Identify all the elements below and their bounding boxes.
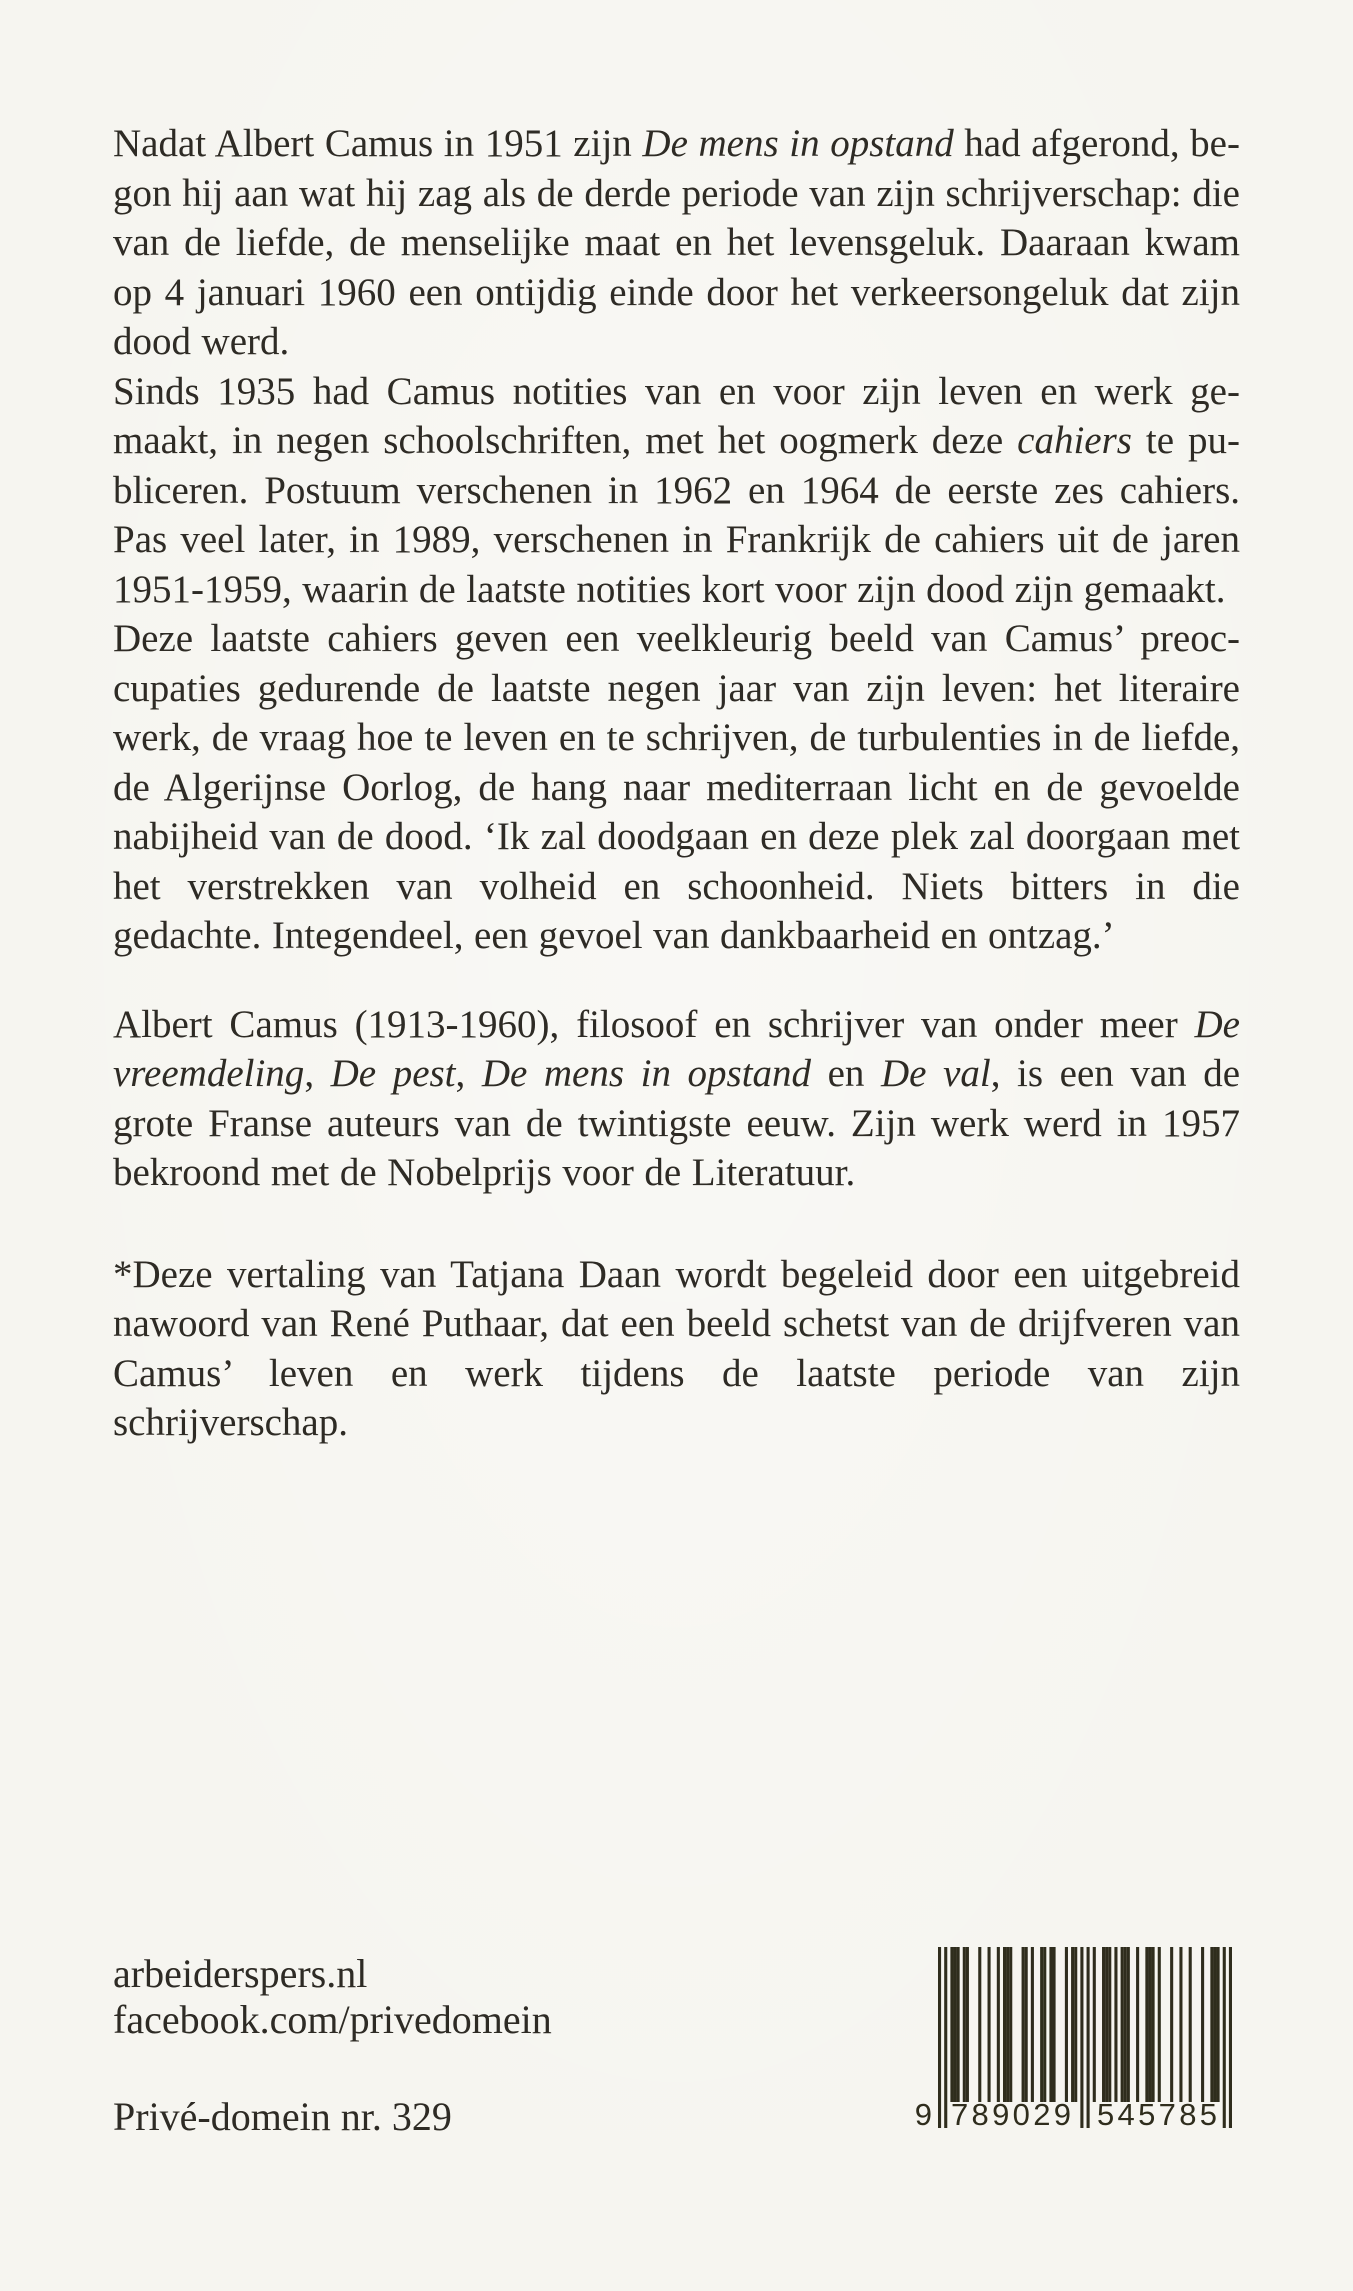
paragraph-cahiers-history: Sinds 1935 had Camus notities van en voor zijn leven en werk gemaakt, in negen schoolschriften, met het oogmerk deze cahiers te publiceren. Postuum verschenen in 1962 en 1964 de eerste zes cahiers. Pas veel later, in 1989, verschenen in Frankrijk de cahiers uit de jaren 1951-1959, waarin de laatste notities kort voor zijn dood zijn gemaakt. xyxy=(113,369,1240,611)
isbn-barcode xyxy=(914,1947,1232,2132)
publisher-links xyxy=(113,1951,552,2043)
publisher-website: arbeiderspers.nl xyxy=(113,1951,368,1996)
paragraph-intro: Nadat Albert Camus in 1951 zijn De mens in opstand had afgerond, begon hij aan wat hij zag als de derde periode van zijn schrijverschap: die van de liefde, de menselijke maat en het levensgeluk. Daaraan kwam op 4 januari 1960 een ontijdig einde door het verkeersongeluk dat zijn dood werd. xyxy=(113,122,1240,363)
paragraph-author-bio: Albert Camus (1913-1960), filosoof en schrijver van onder meer De vreemdeling, De pest, De mens in opstand en De val, is een van de grote Franse auteurs van de twintigste eeuw. Zijn werk werd in 1957 bekroond met de Nobelprijs voor de Literatuur. xyxy=(113,1002,1241,1194)
series-number-label: Privé-domein nr. 329 xyxy=(113,2094,452,2139)
barcode-left-digit-group: 7 8 9 0 2 9 xyxy=(951,2097,1071,2132)
paragraph-translation-note: *Deze vertaling van Tatjana Daan wordt begeleid door een uitgebreid nawoord van René Puthaar, dat een beeld schetst van de drijfveren van Camus’ leven en werk tijdens de laatste periode van zijn schrijverschap. xyxy=(113,1252,1240,1444)
blurb-text xyxy=(113,119,1240,1448)
publisher-facebook-url: facebook.com/privedomein xyxy=(113,1997,552,2042)
paragraph-last-cahiers: Deze laatste cahiers geven een veelkleurig beeld van Camus’ preoccupaties gedurende de laatste negen jaar van zijn leven: het literaire werk, de vraag hoe te leven en te schrijven, de turbulenties in de liefde, de Algerijnse Oorlog, de hang naar mediterraan licht en de gevoelde nabijheid van de dood. ‘Ik zal doodgaan en deze plek zal doorgaan met het verstrekken van volheid en schoonheid. Niets bitters in die gedachte. Integendeel, een gevoel van dankbaarheid en ontzag.’ xyxy=(113,617,1240,957)
barcode-digits xyxy=(914,2097,1232,2132)
barcode-lead-digit: 9 xyxy=(914,2097,932,2132)
barcode-right-digit-group: 5 4 5 7 8 5 xyxy=(1097,2097,1217,2132)
